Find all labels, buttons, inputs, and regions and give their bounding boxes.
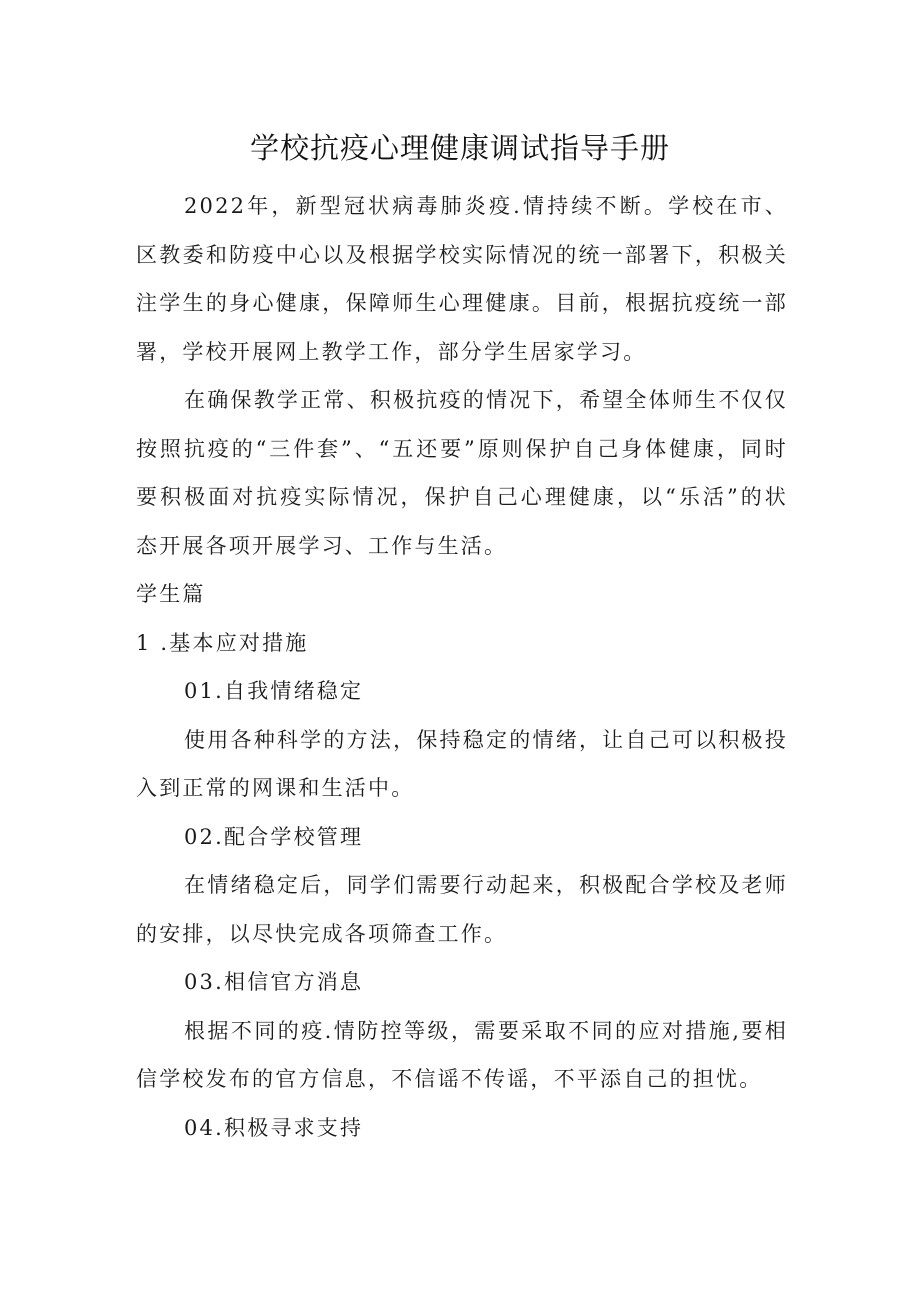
item-text: 根据不同的疫.情防控等级，需要采取不同的应对措施,要相信学校发布的官方信息，不信谣不传谣，不平添自己的担忧。 [136,1018,788,1091]
item-text: 使用各种科学的方法，保持稳定的情绪，让自己可以积极投入到正常的网课和生活中。 [136,727,788,800]
item-heading: 02.配合学校管理 [184,824,364,849]
intro-paragraph: 2022年，新型冠状病毒肺炎疫.情持续不断。学校在市、区教委和防疫中心以及根据学校实际情况的统一部署下，积极关注学生的身心健康，保障师生心理健康。目前，根据抗疫统一部署，学校开展网上教学工作，部分学生居家学习。 [136,194,788,364]
item-text: 在情绪稳定后，同学们需要行动起来，积极配合学校及老师的安排，以尽快完成各项筛查工作。 [136,873,788,946]
intro-paragraph: 在确保教学正常、积极抗疫的情况下，希望全体师生不仅仅按照抗疫的“三件套”、“五还要”原则保护自己身体健康，同时要积极面对抗疫实际情况，保护自己心理健康，以“乐活”的状态开展各项开展学习、工作与生活。 [136,388,788,558]
document-body [136,182,788,1152]
subsection-heading: 1 .基本应对措施 [136,630,309,655]
item-heading: 03.相信官方消息 [184,970,364,994]
item-heading: 01.自我情绪稳定 [184,679,364,703]
section-heading: 学生篇 [136,582,206,606]
document-title: 学校抗疫心理健康调试指导手册 [249,131,670,165]
item-heading: 04.积极寻求支持 [184,1115,364,1140]
